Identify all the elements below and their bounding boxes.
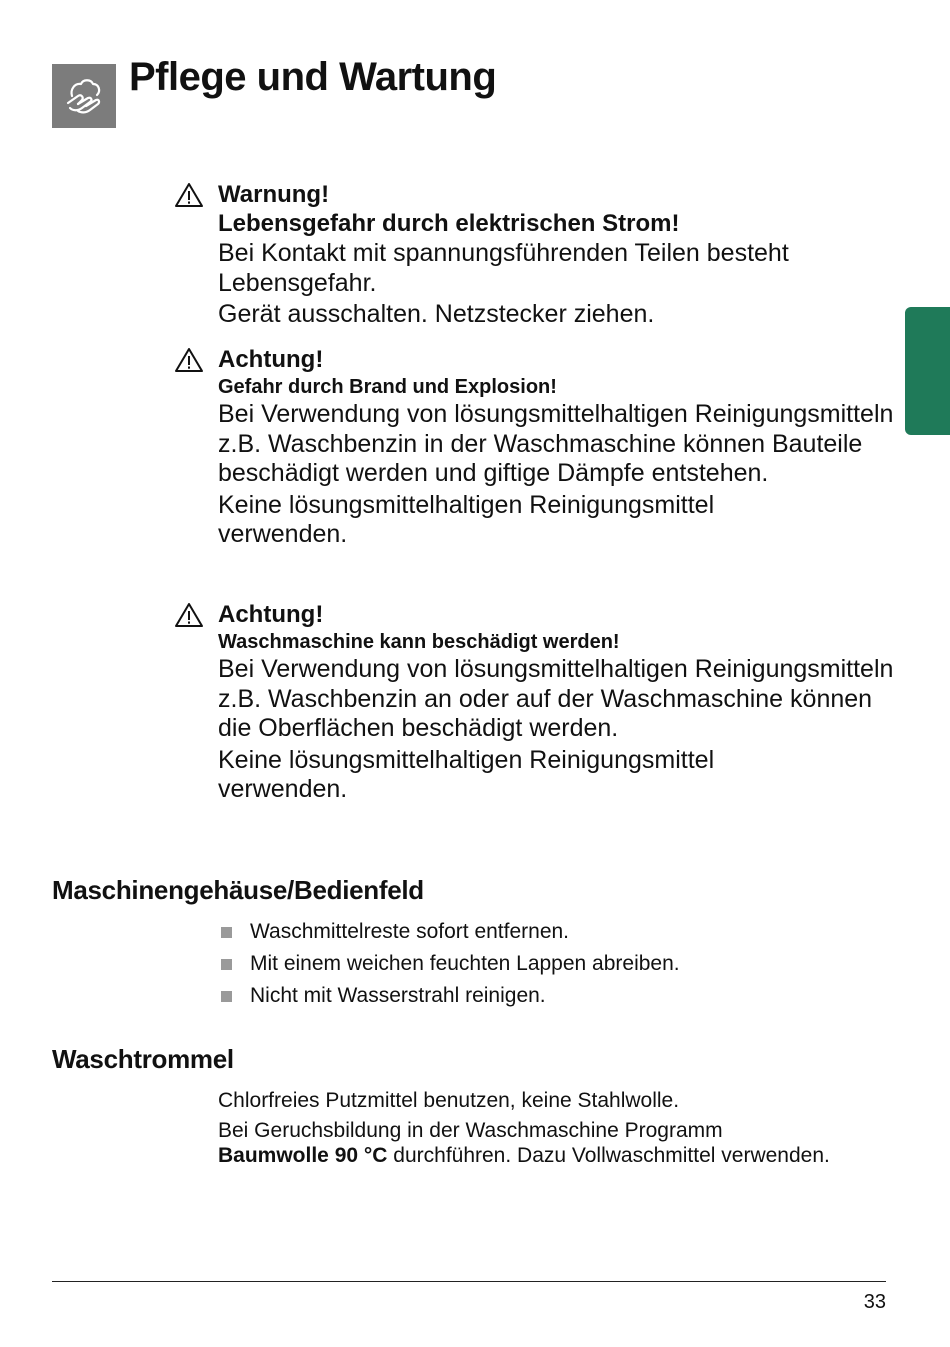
drum-paragraph: Bei Geruchsbildung in der Waschmaschine Programm Baumwolle 90 °C durchführen. Dazu Vollwaschmittel verwenden. [218, 1119, 830, 1167]
warning-paragraph: Keine lösungsmittelhaltigen Reinigungsmittel verwenden. [218, 490, 715, 548]
housing-care-list [218, 916, 680, 1012]
bullet-square-icon [221, 991, 232, 1002]
list-item: Nicht mit Wasserstrahl reinigen. [218, 980, 680, 1012]
page-title: Pflege und Wartung [129, 55, 497, 99]
page-number: 33 [863, 1291, 886, 1313]
hand-care-icon [52, 64, 116, 128]
drum-care-text [218, 1088, 898, 1168]
warning-subheading: Gefahr durch Brand und Explosion! [218, 376, 557, 398]
list-item: Mit einem weichen feuchten Lappen abreiben. [218, 948, 680, 980]
warning-triangle-icon [174, 347, 204, 373]
warning-heading: Warnung! [218, 181, 330, 208]
bullet-square-icon [221, 959, 232, 970]
warning-subheading: Waschmaschine kann beschädigt werden! [218, 631, 620, 653]
section-title-housing: Maschinengehäuse/Bedienfeld [52, 875, 424, 905]
warning-block-damage [218, 600, 898, 805]
footer-divider [52, 1281, 886, 1282]
warning-paragraph: Bei Verwendung von lösungsmittelhaltigen Reinigungsmitteln z.B. Waschbenzin an oder auf der Waschmaschine können die Oberflächen beschädigt werden. [218, 655, 894, 742]
warning-triangle-icon [174, 182, 204, 208]
section-title-drum: Waschtrommel [52, 1044, 234, 1074]
warning-block-electric [218, 180, 898, 330]
warning-paragraph: Keine lösungsmittelhaltigen Reinigungsmittel verwenden. [218, 745, 715, 803]
program-name: Baumwolle 90 °C [218, 1144, 388, 1167]
warning-paragraph: Bei Verwendung von lösungsmittelhaltigen Reinigungsmitteln z.B. Waschbenzin in der Waschmaschine können Bauteile beschädigt werden und giftige Dämpfe entstehen. [218, 400, 894, 487]
section-tab-marker [905, 307, 950, 435]
warning-block-fire [218, 345, 898, 550]
warning-triangle-icon [174, 602, 204, 628]
warning-paragraph: Gerät ausschalten. Netzstecker ziehen. [218, 300, 655, 328]
drum-paragraph: Chlorfreies Putzmittel benutzen, keine Stahlwolle. [218, 1089, 680, 1112]
warning-heading: Achtung! [218, 346, 324, 373]
warning-subheading: Lebensgefahr durch elektrischen Strom! [218, 210, 680, 237]
list-item: Waschmittelreste sofort entfernen. [218, 916, 680, 948]
warning-heading: Achtung! [218, 601, 324, 628]
warning-paragraph: Bei Kontakt mit spannungsführenden Teilen besteht Lebensgefahr. [218, 239, 789, 297]
bullet-square-icon [221, 927, 232, 938]
